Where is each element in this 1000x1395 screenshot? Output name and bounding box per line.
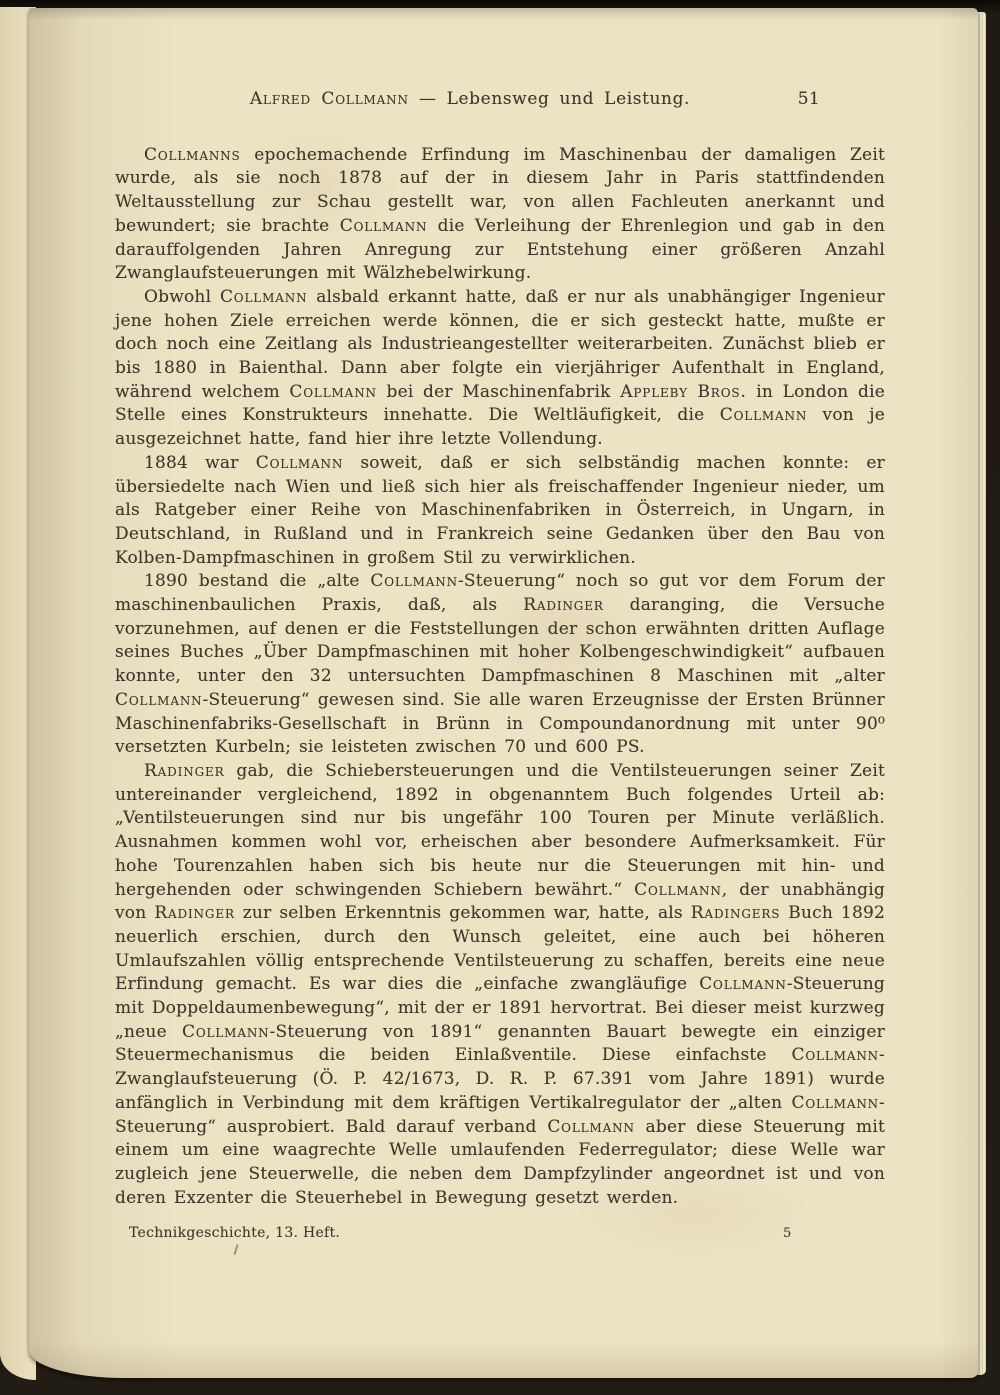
- page-stack-edge: [977, 12, 986, 1375]
- running-header: [115, 88, 825, 112]
- text-column: [115, 88, 885, 1242]
- stray-pen-mark: [233, 1244, 238, 1255]
- body-paragraph-3: 1884 war Collmann soweit, daß er sich selbständig machen konnte: er übersiedelte nach Wien und ließ sich hier als freischaffender Ingenieur nieder, um als Ratgeber einer Reihe von Maschinenfabriken in Österreich, in Ungarn, in Deutschland, in Rußland und in Frankreich seine Gedanken über den Bau von Kolben-Dampfmaschinen in großem Stil zu verwirklichen.: [115, 452, 886, 568]
- book-page: [29, 8, 978, 1378]
- running-header-title: Alfred Collmann — Lebensweg und Leistung.: [249, 89, 691, 109]
- imprint: Technikgeschichte, 13. Heft.: [129, 1225, 341, 1242]
- body-paragraph-5: Radinger gab, die Schiebersteuerungen und die Ventilsteuerungen seiner Zeit untereinander vergleichend, 1892 in obgenanntem Buch folgendes Urteil ab: „Ventilsteuerungen sind nur bis ungefähr 100 Touren per Minute verläßlich. Ausnahmen kommen wohl vor, erheischen aber besondere Aufmerksamkeit. Für hohe Tourenzahlen haben sich bis heute nur die Steuerungen mit hin- und hergehenden oder schwingenden Schiebern bewährt.“ Collmann, der unabhängig von Radinger zur selben Erkenntnis gekommen war, hatte, als Radingers Buch 1892 neuerlich erschien, durch den Wunsch geleitet, eine auch bei höheren Umlaufszahlen völlig entsprechende Ventilsteuerung zu schaffen, bereits eine neue Erfindung gemacht. Es war dies die „einfache zwangläufige Collmann-Steuerung mit Doppeldaumenbewegung“, mit der er 1891 hervortrat. Bei dieser meist kurzweg „neue Collmann-Steuerung von 1891“ genannten Bauart bewegte ein einziger Steuermechanismus die beiden Einlaßventile. Diese einfachste Collmann-Zwanglaufsteuerung (Ö. P. 42/1673, D. R. P. 67.391 vom Jahre 1891) wurde anfänglich in Verbindung mit dem kräftigen Vertikalregulator der „alten Collmann-Steuerung“ ausprobiert. Bald darauf verband Collmann aber diese Steuerung mit einem um eine waagrechte Welle umlaufenden Federregulator; diese Welle war zugleich jene Steuerwelle, die neben dem Dampfzylinder angeordnet ist und von deren Exzenter die Steuerhebel in Bewegung gesetzt werden.: [115, 760, 886, 1208]
- page-footer: [115, 1224, 885, 1242]
- body-paragraph-2: Obwohl Collmann alsbald erkannt hatte, daß er nur als unabhängiger Ingenieur jene hohen Ziele erreichen werde können, die er sich gesteckt hatte, mußte er doch noch eine Zeitlang als Industrieangestellter weiterarbeiten. Zunächst blieb er bis 1880 in Baienthal. Dann aber folgte ein vierjähriger Aufenthalt in England, während welchem Collmann bei der Maschinenfabrik Appleby Bros. in London die Stelle eines Konstrukteurs innehatte. Die Weltläufigkeit, die Collmann von je ausgezeichnet hatte, fand hier ihre letzte Vollendung.: [115, 286, 885, 450]
- body-paragraph-4: 1890 bestand die „alte Collmann-Steuerung“ noch so gut vor dem Forum der maschinenbaulichen Praxis, daß, als Radinger daranging, die Versuche vorzunehmen, auf denen er die Feststellungen der schon erwähnten dritten Auflage seines Buches „Über Dampfmaschinen mit hoher Kolbengeschwindigkeit“ aufbauen konnte, unter den 32 untersuchten Dampfmaschinen 8 Maschinen mit „alter Collmann-Steuerung“ gewesen sind. Sie alle waren Erzeugnisse der Ersten Brünner Maschinenfabriks-Gesellschaft in Brünn in Compoundanordnung mit unter 90⁰ versetzten Kurbeln; sie leisteten zwischen 70 und 600 PS.: [115, 571, 885, 758]
- body-paragraph-1: Collmanns epochemachende Erfindung im Maschinenbau der damaligen Zeit wurde, als sie noch 1878 auf der in diesem Jahr in Paris stattfindenden Weltausstellung zur Schau gestellt war, von allen Fachleuten anerkannt und bewundert; sie brachte Collmann die Verleihung der Ehrenlegion und gab in den darauffolgenden Jahren Anregung zur Entstehung einer größeren Anzahl Zwanglaufsteuerungen mit Wälzhebelwirkung.: [115, 144, 886, 284]
- page-number: 51: [797, 89, 820, 109]
- body-text: [115, 144, 885, 1211]
- signature-mark: 5: [783, 1226, 792, 1242]
